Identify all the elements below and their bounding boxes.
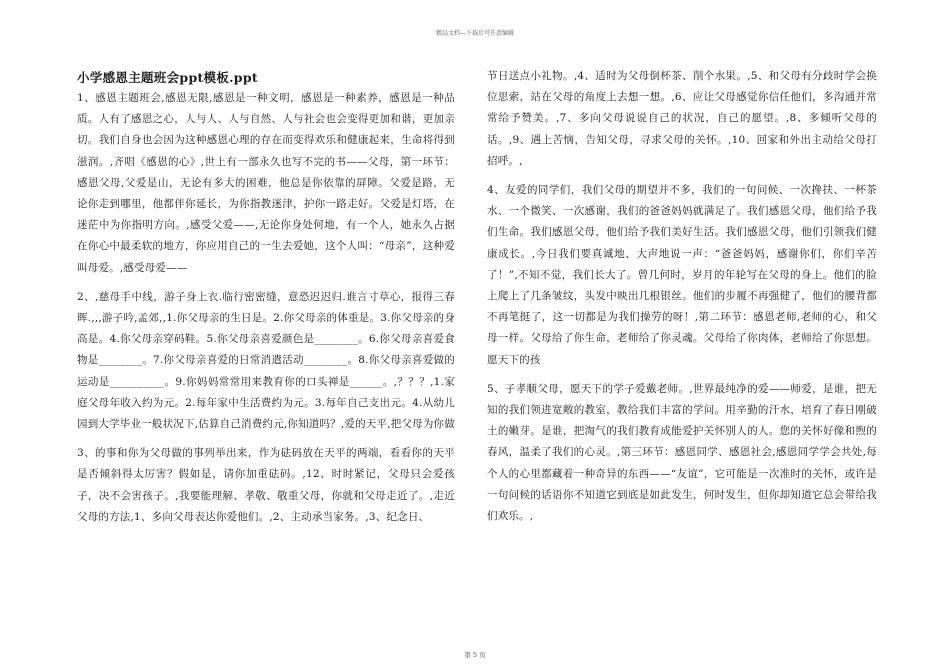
paragraph-3-continued: 节日送点小礼物。,4、适时为父母倒杯茶、削个水果。,5、和父母有分歧时学会换位思索，站在父母的角度上去想一想。,6、应让父母感觉你信任他们，多沟通并常常给予赞美。,7、多向父母说说自己的状况，自己的愿望。,8、多倾听父母的话。,9、遇上苦恼，告知父母，寻求父母的关怀。,10、回家和外出主动给父母打招呼。, [487, 70, 877, 167]
paragraph-5: 5、子孝顺父母，愿天下的学子爱戴老师。,世界最纯净的爱——师爱，是谁，把无知的我们领进宽敞的教室，教给我们丰富的学问。用辛勤的汗水，培育了春日刚破土的嫩芽。是谁，把淘气的我们教育成能爱护关怀别人的人。您的关怀好像和煦的春风，温柔了我们的心灵。,第三环节：感恩同学、感恩社会,感恩同学学会共处,每个人的心里都藏着一种奇异的东西——“友谊”，它可能是一次准时的关怀，或许是一句问候的话语你不知道它到底是如此发生，何时发生，但你却知道它总会带给我们欢乐。, [487, 382, 877, 523]
paragraph-2: 2、,慈母手中线，游子身上衣.临行密密缝，意恐迟迟归.谁言寸草心，报得三春晖.,,,游子吟,孟郊,,1.你父母亲的生日是。2.你父母亲的体重是。3.你父母亲的身高是。4.你父母亲穿码鞋。5.你父母亲喜爱颜色是________。6.你父母亲喜爱食物是________。7.你父母亲喜爱的日常消遣活动________。8.你父母亲喜爱做的运动是__________。9.你妈妈常常用来教育你的口头禅是______。,？？？,1.家庭父母年收入约为元。2.每年家中生活费约为元。3.每年自己支出元。4.从幼儿园到大学毕业一般状况下,估算自己消费约元,你知道吗？,爱的天平,把父母为你做 [77, 290, 455, 431]
page-number: 第 5 页 [464, 651, 486, 659]
paragraph-1: 1、感恩主题班会,感恩无限,感恩是一种文明，感恩是一种素养，感恩是一种品质。人有了感恩之心，人与人、人与自然、人与社会也会变得更加和谐，更加亲切。我们自身也会因为这种感恩心理的存在而变得欢乐和健康起来，生命将得到滋润。,齐唱《感恩的心》,世上有一部永久也写不完的书——父母，第一环节：感恩父母,父爱是山，无论有多大的困难，他总是你依靠的屏障。父爱是路，无论你走到哪里，他都伴你延长，为你指教迷津，护你一路走好。父爱是灯塔，在迷茫中为你指明方向。,感受父爱——,无论你身处何地，有一个人，她永久占据在你心中最柔软的地方，你应用自己的一生去爱她，这个人叫：“母亲”，这种爱叫母爱。,感受母爱—— [77, 92, 455, 274]
page-header: 精品文档---下载后可任意编辑 [435, 30, 515, 37]
paragraph-4: 4、友爱的同学们，我们父母的期望并不多，我们的一句问候、一次搀扶、一杯茶水、一个微笑、一次感谢，我们的爸爸妈妈就满足了。我们感恩父母，他们给予我们生命。我们感恩父母，他们给予我们美好生活。我们感恩父母，他们引领我们健康成长。,今日我们要真诚地、大声地说一声：“爸爸妈妈，感谢你们，你们辛苦了！”,不知不觉，我们长大了。曾几何时，岁月的年轮写在父母的身上。他们的脸上爬上了几条皱纹，头发中映出几根银丝。他们的步履不再强健了，他们的腰背都不再笔挺了，这一切都是为我们操劳的呀！,第二环节：感恩老师,老师的心，和父母一样。父母给了你生命，老师给了你灵魂。父母给了你肉体，老师给了你思想。愿天下的孩 [487, 184, 877, 366]
document-title: 小学感恩主题班会ppt模板.ppt [77, 70, 258, 85]
left-column [77, 88, 455, 528]
paragraph-3: 3、的事和你为父母做的事列举出来，作为砝码放在天平的两端，看看你的天平是否倾斜得太厉害？假如是，请你加重砝码。,12、时时紧记，父母只会爱孩子，决不会害孩子。,我要能理解、孝敬、敬重父母，你就和父母走近了。,走近父母的方法,1、多向父母表达你爱他们。,2、主动承当家务。,3、纪念日、 [77, 447, 455, 523]
right-column [487, 66, 877, 527]
